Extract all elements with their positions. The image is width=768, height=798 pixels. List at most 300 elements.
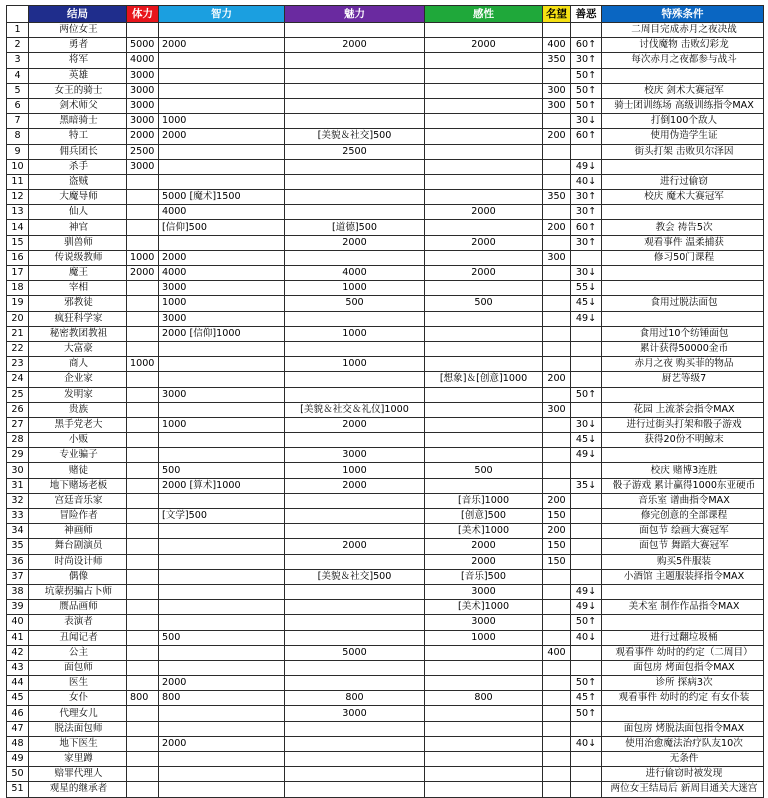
sensibility-cell xyxy=(425,144,543,159)
morality-cell: 45↓ xyxy=(571,296,602,311)
intelligence-cell xyxy=(159,68,285,83)
ending-cell: 地下医生 xyxy=(29,736,127,751)
fame-cell: 200 xyxy=(543,129,571,144)
table-row xyxy=(7,721,764,736)
sensibility-cell: 500 xyxy=(425,463,543,478)
morality-cell xyxy=(571,144,602,159)
ending-cell: 脱法面包师 xyxy=(29,721,127,736)
condition-cell: 累计获得50000金币 xyxy=(602,341,764,356)
intelligence-cell xyxy=(159,235,285,250)
sensibility-cell xyxy=(425,190,543,205)
ending-cell: 女王的骑士 xyxy=(29,83,127,98)
intelligence-cell: 1000 xyxy=(159,296,285,311)
charm-cell xyxy=(285,493,425,508)
intelligence-cell xyxy=(159,23,285,38)
ending-cell: 公主 xyxy=(29,645,127,660)
condition-cell: 音乐室 谱曲指令MAX xyxy=(602,493,764,508)
condition-cell: 无条件 xyxy=(602,752,764,767)
intelligence-cell xyxy=(159,174,285,189)
fame-cell xyxy=(543,448,571,463)
condition-cell xyxy=(602,311,764,326)
intelligence-cell xyxy=(159,660,285,675)
ending-cell: 邪教徒 xyxy=(29,296,127,311)
index-cell: 41 xyxy=(7,630,29,645)
charm-cell: 500 xyxy=(285,296,425,311)
fame-cell xyxy=(543,463,571,478)
morality-cell xyxy=(571,645,602,660)
fame-cell: 150 xyxy=(543,539,571,554)
index-cell: 2 xyxy=(7,38,29,53)
intelligence-cell xyxy=(159,98,285,113)
ending-cell: 两位女王 xyxy=(29,23,127,38)
table-row xyxy=(7,767,764,782)
fame-cell xyxy=(543,174,571,189)
charm-cell xyxy=(285,114,425,129)
stamina-cell xyxy=(127,615,159,630)
stamina-cell xyxy=(127,23,159,38)
ending-cell: 宫廷音乐家 xyxy=(29,493,127,508)
index-cell: 42 xyxy=(7,645,29,660)
fame-cell xyxy=(543,159,571,174)
index-cell: 29 xyxy=(7,448,29,463)
index-cell: 33 xyxy=(7,509,29,524)
intelligence-cell: 500 xyxy=(159,463,285,478)
table-row xyxy=(7,311,764,326)
sensibility-cell: 500 xyxy=(425,296,543,311)
ending-cell: 表演者 xyxy=(29,615,127,630)
charm-cell: 2000 xyxy=(285,38,425,53)
ending-cell: 勇者 xyxy=(29,38,127,53)
table-row xyxy=(7,281,764,296)
ending-cell: 神官 xyxy=(29,220,127,235)
table-row xyxy=(7,159,764,174)
intelligence-cell xyxy=(159,554,285,569)
sensibility-cell xyxy=(425,706,543,721)
ending-cell: 杀手 xyxy=(29,159,127,174)
intelligence-cell xyxy=(159,433,285,448)
stamina-cell: 4000 xyxy=(127,53,159,68)
intelligence-cell: 2000 xyxy=(159,676,285,691)
condition-cell: 观看事件 温柔捕获 xyxy=(602,235,764,250)
table-row xyxy=(7,326,764,341)
sensibility-cell xyxy=(425,752,543,767)
intelligence-cell xyxy=(159,645,285,660)
morality-cell xyxy=(571,660,602,675)
condition-cell: 获得20份不明鲸末 xyxy=(602,433,764,448)
fame-cell xyxy=(543,68,571,83)
table-row xyxy=(7,341,764,356)
charm-cell: 800 xyxy=(285,691,425,706)
stamina-cell xyxy=(127,676,159,691)
fame-cell xyxy=(543,584,571,599)
index-cell: 17 xyxy=(7,266,29,281)
ending-cell: 家里蹲 xyxy=(29,752,127,767)
index-cell: 50 xyxy=(7,767,29,782)
table-row xyxy=(7,38,764,53)
charm-cell xyxy=(285,554,425,569)
table-row xyxy=(7,205,764,220)
header-fame: 名望 xyxy=(543,6,571,23)
sensibility-cell xyxy=(425,281,543,296)
charm-cell: 1000 xyxy=(285,357,425,372)
morality-cell xyxy=(571,326,602,341)
charm-cell xyxy=(285,98,425,113)
morality-cell: 49↓ xyxy=(571,311,602,326)
ending-cell: 医生 xyxy=(29,676,127,691)
morality-cell: 40↓ xyxy=(571,174,602,189)
charm-cell xyxy=(285,660,425,675)
index-cell: 12 xyxy=(7,190,29,205)
table-row xyxy=(7,53,764,68)
condition-cell: 使用治愈魔法治疗队友10次 xyxy=(602,736,764,751)
sensibility-cell: 3000 xyxy=(425,615,543,630)
sensibility-cell: [音乐]1000 xyxy=(425,493,543,508)
intelligence-cell: 1000 xyxy=(159,417,285,432)
sensibility-cell: [美术]1000 xyxy=(425,600,543,615)
condition-cell: 面包房 烤脱法面包指令MAX xyxy=(602,721,764,736)
stamina-cell xyxy=(127,660,159,675)
stamina-cell: 2000 xyxy=(127,129,159,144)
condition-cell: 打倒100个敌人 xyxy=(602,114,764,129)
morality-cell: 50↑ xyxy=(571,68,602,83)
fame-cell xyxy=(543,387,571,402)
table-row xyxy=(7,463,764,478)
fame-cell xyxy=(543,630,571,645)
stamina-cell xyxy=(127,296,159,311)
morality-cell xyxy=(571,569,602,584)
morality-cell xyxy=(571,23,602,38)
index-cell: 23 xyxy=(7,357,29,372)
morality-cell: 30↑ xyxy=(571,53,602,68)
stamina-cell xyxy=(127,478,159,493)
condition-cell: 观看事件 幼时的约定（二周目） xyxy=(602,645,764,660)
morality-cell: 60↑ xyxy=(571,38,602,53)
morality-cell xyxy=(571,341,602,356)
charm-cell: 3000 xyxy=(285,448,425,463)
morality-cell xyxy=(571,463,602,478)
index-cell: 35 xyxy=(7,539,29,554)
morality-cell xyxy=(571,372,602,387)
intelligence-cell xyxy=(159,341,285,356)
ending-cell: 秘密教团教祖 xyxy=(29,326,127,341)
table-row xyxy=(7,478,764,493)
fame-cell xyxy=(543,235,571,250)
sensibility-cell: 2000 xyxy=(425,235,543,250)
charm-cell xyxy=(285,387,425,402)
condition-cell: 面包房 烤面包指令MAX xyxy=(602,660,764,675)
index-cell: 7 xyxy=(7,114,29,129)
fame-cell xyxy=(543,433,571,448)
condition-cell: 教会 祷告5次 xyxy=(602,220,764,235)
table-row xyxy=(7,615,764,630)
ending-cell: 大魔导师 xyxy=(29,190,127,205)
stamina-cell: 3000 xyxy=(127,114,159,129)
table-row xyxy=(7,691,764,706)
intelligence-cell: 1000 xyxy=(159,114,285,129)
charm-cell xyxy=(285,23,425,38)
intelligence-cell xyxy=(159,493,285,508)
index-cell: 18 xyxy=(7,281,29,296)
fame-cell: 300 xyxy=(543,402,571,417)
stamina-cell xyxy=(127,645,159,660)
table-row xyxy=(7,190,764,205)
fame-cell: 200 xyxy=(543,372,571,387)
ending-cell: 传说级教师 xyxy=(29,250,127,265)
sensibility-cell: [想象]＆[创意]1000 xyxy=(425,372,543,387)
condition-cell: 校庆 剑术大赛冠军 xyxy=(602,83,764,98)
fame-cell xyxy=(543,144,571,159)
ending-cell: 黑手党老大 xyxy=(29,417,127,432)
stamina-cell xyxy=(127,721,159,736)
charm-cell xyxy=(285,615,425,630)
table-row xyxy=(7,630,764,645)
stamina-cell xyxy=(127,372,159,387)
index-cell: 45 xyxy=(7,691,29,706)
charm-cell xyxy=(285,767,425,782)
stamina-cell xyxy=(127,341,159,356)
ending-cell: 大富豪 xyxy=(29,341,127,356)
ending-cell: 小贩 xyxy=(29,433,127,448)
charm-cell xyxy=(285,68,425,83)
sensibility-cell xyxy=(425,311,543,326)
index-cell: 16 xyxy=(7,250,29,265)
charm-cell: 2500 xyxy=(285,144,425,159)
stamina-cell xyxy=(127,387,159,402)
condition-cell: 骑士团训练场 高级训练指令MAX xyxy=(602,98,764,113)
charm-cell xyxy=(285,782,425,797)
ending-cell: 时尚设计师 xyxy=(29,554,127,569)
index-cell: 19 xyxy=(7,296,29,311)
sensibility-cell xyxy=(425,250,543,265)
condition-cell: 修完创意的全部课程 xyxy=(602,509,764,524)
condition-cell: 厨艺等级7 xyxy=(602,372,764,387)
table-row xyxy=(7,509,764,524)
stamina-cell xyxy=(127,569,159,584)
morality-cell: 50↑ xyxy=(571,387,602,402)
ending-cell: 特工 xyxy=(29,129,127,144)
morality-cell xyxy=(571,402,602,417)
table-row xyxy=(7,387,764,402)
header-intelligence: 智力 xyxy=(159,6,285,23)
sensibility-cell: [音乐]500 xyxy=(425,569,543,584)
index-cell: 11 xyxy=(7,174,29,189)
intelligence-cell: 2000 xyxy=(159,736,285,751)
sensibility-cell xyxy=(425,68,543,83)
condition-cell: 两位女王结局后 新周目通关大迷宫 xyxy=(602,782,764,797)
intelligence-cell xyxy=(159,767,285,782)
fame-cell xyxy=(543,417,571,432)
table-row xyxy=(7,129,764,144)
stamina-cell: 2500 xyxy=(127,144,159,159)
stamina-cell xyxy=(127,782,159,797)
table-row xyxy=(7,220,764,235)
charm-cell xyxy=(285,53,425,68)
table-row xyxy=(7,417,764,432)
morality-cell: 50↑ xyxy=(571,676,602,691)
sensibility-cell xyxy=(425,114,543,129)
sensibility-cell xyxy=(425,676,543,691)
sensibility-cell xyxy=(425,433,543,448)
fame-cell xyxy=(543,341,571,356)
ending-cell: 驯兽师 xyxy=(29,235,127,250)
ending-cell: 赔罪代理人 xyxy=(29,767,127,782)
fame-cell xyxy=(543,326,571,341)
sensibility-cell: 2000 xyxy=(425,205,543,220)
charm-cell xyxy=(285,159,425,174)
fame-cell xyxy=(543,114,571,129)
stamina-cell xyxy=(127,554,159,569)
table-row xyxy=(7,266,764,281)
table-row xyxy=(7,600,764,615)
charm-cell xyxy=(285,190,425,205)
index-cell: 1 xyxy=(7,23,29,38)
condition-cell: 购买5件服装 xyxy=(602,554,764,569)
sensibility-cell xyxy=(425,326,543,341)
intelligence-cell: [文学]500 xyxy=(159,509,285,524)
index-cell: 37 xyxy=(7,569,29,584)
intelligence-cell xyxy=(159,752,285,767)
index-cell: 32 xyxy=(7,493,29,508)
fame-cell xyxy=(543,357,571,372)
table-row xyxy=(7,357,764,372)
morality-cell: 30↓ xyxy=(571,266,602,281)
table-row xyxy=(7,372,764,387)
sensibility-cell: [创意]500 xyxy=(425,509,543,524)
intelligence-cell xyxy=(159,569,285,584)
stamina-cell xyxy=(127,448,159,463)
condition-cell xyxy=(602,615,764,630)
condition-cell: 美术室 制作作品指令MAX xyxy=(602,600,764,615)
index-cell: 10 xyxy=(7,159,29,174)
stamina-cell xyxy=(127,584,159,599)
index-cell: 46 xyxy=(7,706,29,721)
fame-cell: 150 xyxy=(543,509,571,524)
condition-cell xyxy=(602,68,764,83)
ending-cell: 偶像 xyxy=(29,569,127,584)
condition-cell: 进行过街头打架和骰子游戏 xyxy=(602,417,764,432)
table-row xyxy=(7,23,764,38)
sensibility-cell: 1000 xyxy=(425,630,543,645)
table-row xyxy=(7,554,764,569)
condition-cell xyxy=(602,159,764,174)
sensibility-cell: 2000 xyxy=(425,554,543,569)
intelligence-cell xyxy=(159,357,285,372)
stamina-cell xyxy=(127,174,159,189)
morality-cell: 30↓ xyxy=(571,417,602,432)
charm-cell xyxy=(285,174,425,189)
charm-cell: 2000 xyxy=(285,417,425,432)
header-row xyxy=(7,6,764,23)
charm-cell: [美貌＆社交]500 xyxy=(285,129,425,144)
table-row xyxy=(7,98,764,113)
stamina-cell xyxy=(127,463,159,478)
condition-cell: 赤月之夜 购买菲的物品 xyxy=(602,357,764,372)
fame-cell: 350 xyxy=(543,53,571,68)
sensibility-cell xyxy=(425,341,543,356)
stamina-cell xyxy=(127,539,159,554)
index-cell: 51 xyxy=(7,782,29,797)
sensibility-cell xyxy=(425,478,543,493)
condition-cell: 诊所 探病3次 xyxy=(602,676,764,691)
sensibility-cell xyxy=(425,782,543,797)
intelligence-cell xyxy=(159,600,285,615)
fame-cell xyxy=(543,205,571,220)
table-row xyxy=(7,402,764,417)
stamina-cell: 3000 xyxy=(127,68,159,83)
ending-table-container xyxy=(6,5,764,798)
condition-cell: 骰子游戏 累计赢得1000东亚硬币 xyxy=(602,478,764,493)
intelligence-cell: 4000 xyxy=(159,205,285,220)
stamina-cell: 3000 xyxy=(127,98,159,113)
fame-cell xyxy=(543,721,571,736)
charm-cell xyxy=(285,721,425,736)
ending-cell: 盗贼 xyxy=(29,174,127,189)
condition-cell: 二周目完成赤月之夜决战 xyxy=(602,23,764,38)
charm-cell xyxy=(285,372,425,387)
sensibility-cell xyxy=(425,53,543,68)
ending-cell: 代理女儿 xyxy=(29,706,127,721)
index-cell: 49 xyxy=(7,752,29,767)
ending-cell: 剑术师父 xyxy=(29,98,127,113)
morality-cell: 30↑ xyxy=(571,205,602,220)
intelligence-cell xyxy=(159,615,285,630)
stamina-cell: 800 xyxy=(127,691,159,706)
stamina-cell xyxy=(127,417,159,432)
fame-cell xyxy=(543,23,571,38)
condition-cell: 讨伐魔物 击败幻彩龙 xyxy=(602,38,764,53)
ending-cell: 发明家 xyxy=(29,387,127,402)
index-cell: 27 xyxy=(7,417,29,432)
morality-cell: 40↓ xyxy=(571,630,602,645)
fame-cell: 300 xyxy=(543,83,571,98)
intelligence-cell: 2000 [算术]1000 xyxy=(159,478,285,493)
ending-table xyxy=(6,5,764,798)
sensibility-cell xyxy=(425,721,543,736)
intelligence-cell xyxy=(159,524,285,539)
header-index xyxy=(7,6,29,23)
table-row xyxy=(7,144,764,159)
stamina-cell xyxy=(127,326,159,341)
fame-cell xyxy=(543,478,571,493)
ending-cell: 仙人 xyxy=(29,205,127,220)
index-cell: 4 xyxy=(7,68,29,83)
condition-cell: 花园 上流茶会指令MAX xyxy=(602,402,764,417)
ending-cell: 坑蒙拐骗占卜师 xyxy=(29,584,127,599)
intelligence-cell: 2000 xyxy=(159,250,285,265)
intelligence-cell: 3000 xyxy=(159,387,285,402)
intelligence-cell: 800 xyxy=(159,691,285,706)
condition-cell: 进行偷窃时被发现 xyxy=(602,767,764,782)
morality-cell: 45↓ xyxy=(571,433,602,448)
ending-cell: 地下赌场老板 xyxy=(29,478,127,493)
condition-cell: 修习50门课程 xyxy=(602,250,764,265)
sensibility-cell: 2000 xyxy=(425,266,543,281)
table-row xyxy=(7,660,764,675)
stamina-cell xyxy=(127,493,159,508)
sensibility-cell: 2000 xyxy=(425,38,543,53)
condition-cell xyxy=(602,584,764,599)
condition-cell: 食用过10个纺锤面包 xyxy=(602,326,764,341)
fame-cell xyxy=(543,569,571,584)
charm-cell xyxy=(285,433,425,448)
charm-cell xyxy=(285,752,425,767)
index-cell: 44 xyxy=(7,676,29,691)
ending-cell: 观星的继承者 xyxy=(29,782,127,797)
index-cell: 40 xyxy=(7,615,29,630)
index-cell: 8 xyxy=(7,129,29,144)
morality-cell: 49↓ xyxy=(571,600,602,615)
morality-cell: 50↑ xyxy=(571,706,602,721)
